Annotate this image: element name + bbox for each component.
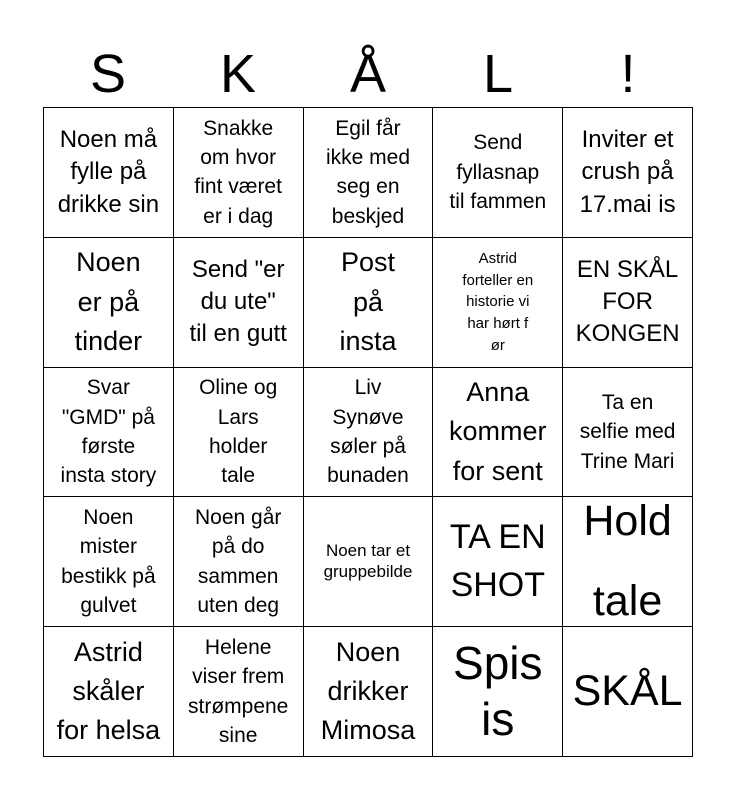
bingo-cell-text: EN SKÅL FOR KONGEN [575, 255, 680, 348]
bingo-cell-text: Hold tale [583, 497, 672, 625]
bingo-cell[interactable] [433, 108, 563, 238]
bingo-cell[interactable] [44, 238, 174, 368]
bingo-cell-text: Snakke om hvor fint været er i dag [194, 116, 282, 228]
bingo-cell-text: Noen må fylle på drikke sin [57, 125, 160, 218]
bingo-cell[interactable] [44, 627, 174, 757]
bingo-cell-text: Helene viser frem strømpene sine [188, 635, 289, 747]
bingo-cell-text: Noen mister bestikk på gulvet [61, 506, 156, 618]
bingo-cell[interactable] [44, 497, 174, 627]
bingo-cell[interactable] [44, 108, 174, 238]
bingo-cell-text: SKÅL [572, 666, 683, 715]
bingo-cell[interactable] [563, 368, 693, 498]
title-letter: S [89, 44, 127, 104]
bingo-cell[interactable] [174, 627, 304, 757]
bingo-cell[interactable] [304, 497, 434, 627]
bingo-cell[interactable] [563, 627, 693, 757]
bingo-cell[interactable] [174, 238, 304, 368]
bingo-cell-text: Liv Synøve søler på bunaden [327, 376, 409, 488]
bingo-cell-text: Noen går på do sammen uten deg [195, 506, 282, 618]
bingo-cell[interactable] [304, 627, 434, 757]
bingo-cell-text: Astrid forteller en historie vi har hørt f ør [462, 249, 534, 354]
bingo-cell[interactable] [174, 108, 304, 238]
bingo-cell[interactable] [44, 368, 174, 498]
title-letter: ! [620, 44, 636, 104]
bingo-cell[interactable] [304, 368, 434, 498]
bingo-cell[interactable] [433, 497, 563, 627]
bingo-cell[interactable] [563, 497, 693, 627]
bingo-cell-text: Svar "GMD" på første insta story [60, 376, 157, 488]
bingo-board [43, 107, 693, 757]
bingo-cell-text: Inviter et crush på 17.mai is [579, 125, 676, 218]
bingo-cell[interactable] [433, 238, 563, 368]
bingo-cell[interactable] [433, 368, 563, 498]
bingo-cell-text: Spis is [453, 637, 543, 745]
bingo-cell-text: Noen er på tinder [74, 247, 143, 356]
bingo-cell[interactable] [174, 497, 304, 627]
bingo-cell-text: Anna kommer for sent [449, 377, 547, 486]
title-letter: Å [349, 44, 387, 104]
bingo-cell[interactable] [174, 368, 304, 498]
bingo-cell-text: Oline og Lars holder tale [199, 376, 278, 488]
bingo-cell-text: Send fyllasnap til fammen [449, 131, 547, 214]
bingo-cell-text: Noen tar et gruppebilde [323, 541, 413, 581]
title-letter: L [482, 44, 514, 104]
bingo-cell-text: Astrid skåler for helsa [56, 636, 161, 746]
bingo-cell[interactable] [563, 238, 693, 368]
bingo-cell-text: Send "er du ute" til en gutt [189, 255, 287, 348]
bingo-cell[interactable] [304, 238, 434, 368]
bingo-cell[interactable] [563, 108, 693, 238]
bingo-cell[interactable] [433, 627, 563, 757]
bingo-cell-text: TA EN SHOT [449, 518, 546, 604]
bingo-title [43, 40, 693, 108]
title-letter: K [219, 44, 257, 104]
bingo-cell[interactable] [304, 108, 434, 238]
bingo-cell-text: Post på insta [339, 247, 397, 356]
bingo-cell-text: Egil får ikke med seg en beskjed [325, 116, 410, 228]
bingo-cell-text: Noen drikker Mimosa [320, 636, 416, 746]
bingo-cell-text: Ta en selfie med Trine Mari [579, 390, 676, 473]
